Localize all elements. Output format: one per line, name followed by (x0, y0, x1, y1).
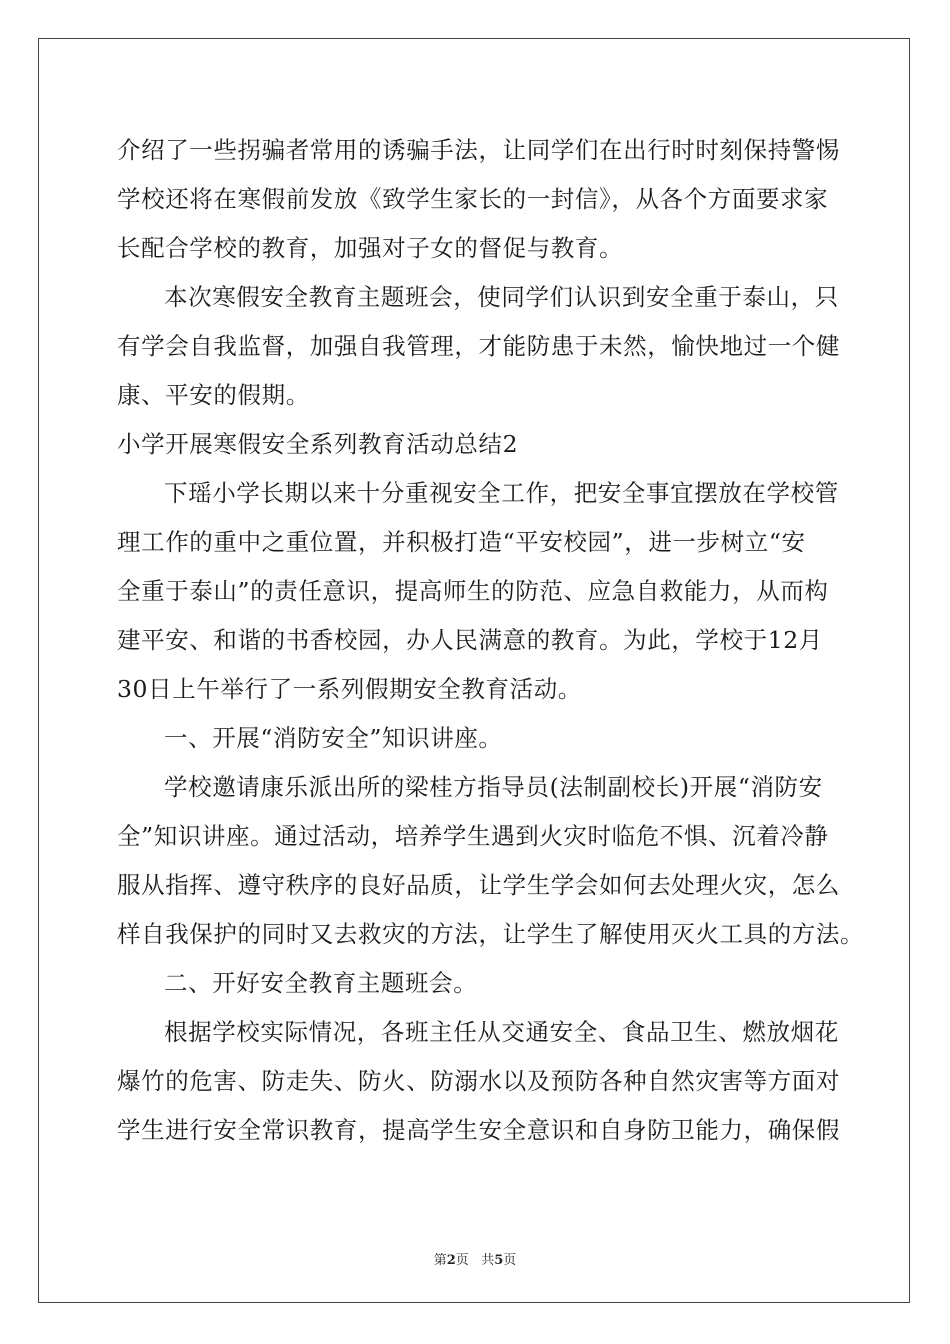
document-body (117, 126, 865, 1155)
total-suffix: 页 (503, 1253, 517, 1268)
paragraph (117, 420, 847, 469)
text-line: 本次寒假安全教育主题班会，使同学们认识到安全重于泰山，只 (164, 283, 839, 311)
text-line: 康、平安的假期。 (117, 381, 310, 409)
paragraph (117, 469, 847, 714)
text-line: 全重于泰山”的责任意识，提高师生的防范、应急自救能力，从而构 (117, 577, 829, 605)
text-line: 有学会自我监督，加强自我管理，才能防患于未然，愉快地过一个健 (117, 332, 840, 360)
paragraph (117, 714, 847, 763)
text-line: 爆竹的危害、防走失、防火、防溺水以及预防各种自然灾害等方面对 (117, 1067, 840, 1095)
paragraph (117, 126, 847, 273)
text-line: 长配合学校的教育，加强对子女的督促与教育。 (117, 234, 624, 262)
text-line: 样自我保护的同时又去救灾的方法，让学生了解使用灭火工具的方法。 (117, 920, 865, 948)
total-prefix: 共 (481, 1253, 495, 1268)
paragraph (117, 959, 847, 1008)
page-number: 2 (446, 1253, 456, 1268)
text-line: 全”知识讲座。通过活动，培养学生遇到火灾时临危不惧、沉着冷静 (117, 822, 829, 850)
page-suffix: 页 (455, 1253, 469, 1268)
text-line: 理工作的重中之重位置，并积极打造“平安校园”，进一步树立“安 (117, 528, 806, 556)
text-line: 小学开展寒假安全系列教育活动总结2 (117, 430, 519, 458)
paragraph (117, 1008, 847, 1155)
text-line: 学校邀请康乐派出所的梁桂方指导员(法制副校长)开展“消防安 (164, 773, 823, 801)
text-line: 服从指挥、遵守秩序的良好品质，让学生学会如何去处理火灾，怎么 (117, 871, 840, 899)
paragraph (117, 273, 847, 420)
text-line: 介绍了一些拐骗者常用的诱骗手法，让同学们在出行时时刻保持警惕 (117, 136, 840, 164)
text-line: 学生进行安全常识教育，提高学生安全意识和自身防卫能力，确保假 (117, 1116, 840, 1144)
text-line: 一、开展“消防安全”知识讲座。 (164, 724, 503, 752)
paragraph (117, 763, 865, 959)
page-prefix: 第 (433, 1253, 447, 1268)
total-pages: 5 (494, 1253, 504, 1268)
text-line: 学校还将在寒假前发放《致学生家长的一封信》，从各个方面要求家 (117, 185, 829, 213)
text-line: 30日上午举行了一系列假期安全教育活动。 (117, 675, 582, 703)
text-line: 根据学校实际情况，各班主任从交通安全、食品卫生、燃放烟花 (164, 1018, 839, 1046)
text-line: 建平安、和谐的书香校园，办人民满意的教育。为此，学校于12月 (117, 626, 823, 654)
text-line: 下瑶小学长期以来十分重视安全工作，把安全事宜摆放在学校管 (164, 479, 839, 507)
text-line: 二、开好安全教育主题班会。 (164, 969, 478, 997)
page-footer (0, 1249, 950, 1268)
